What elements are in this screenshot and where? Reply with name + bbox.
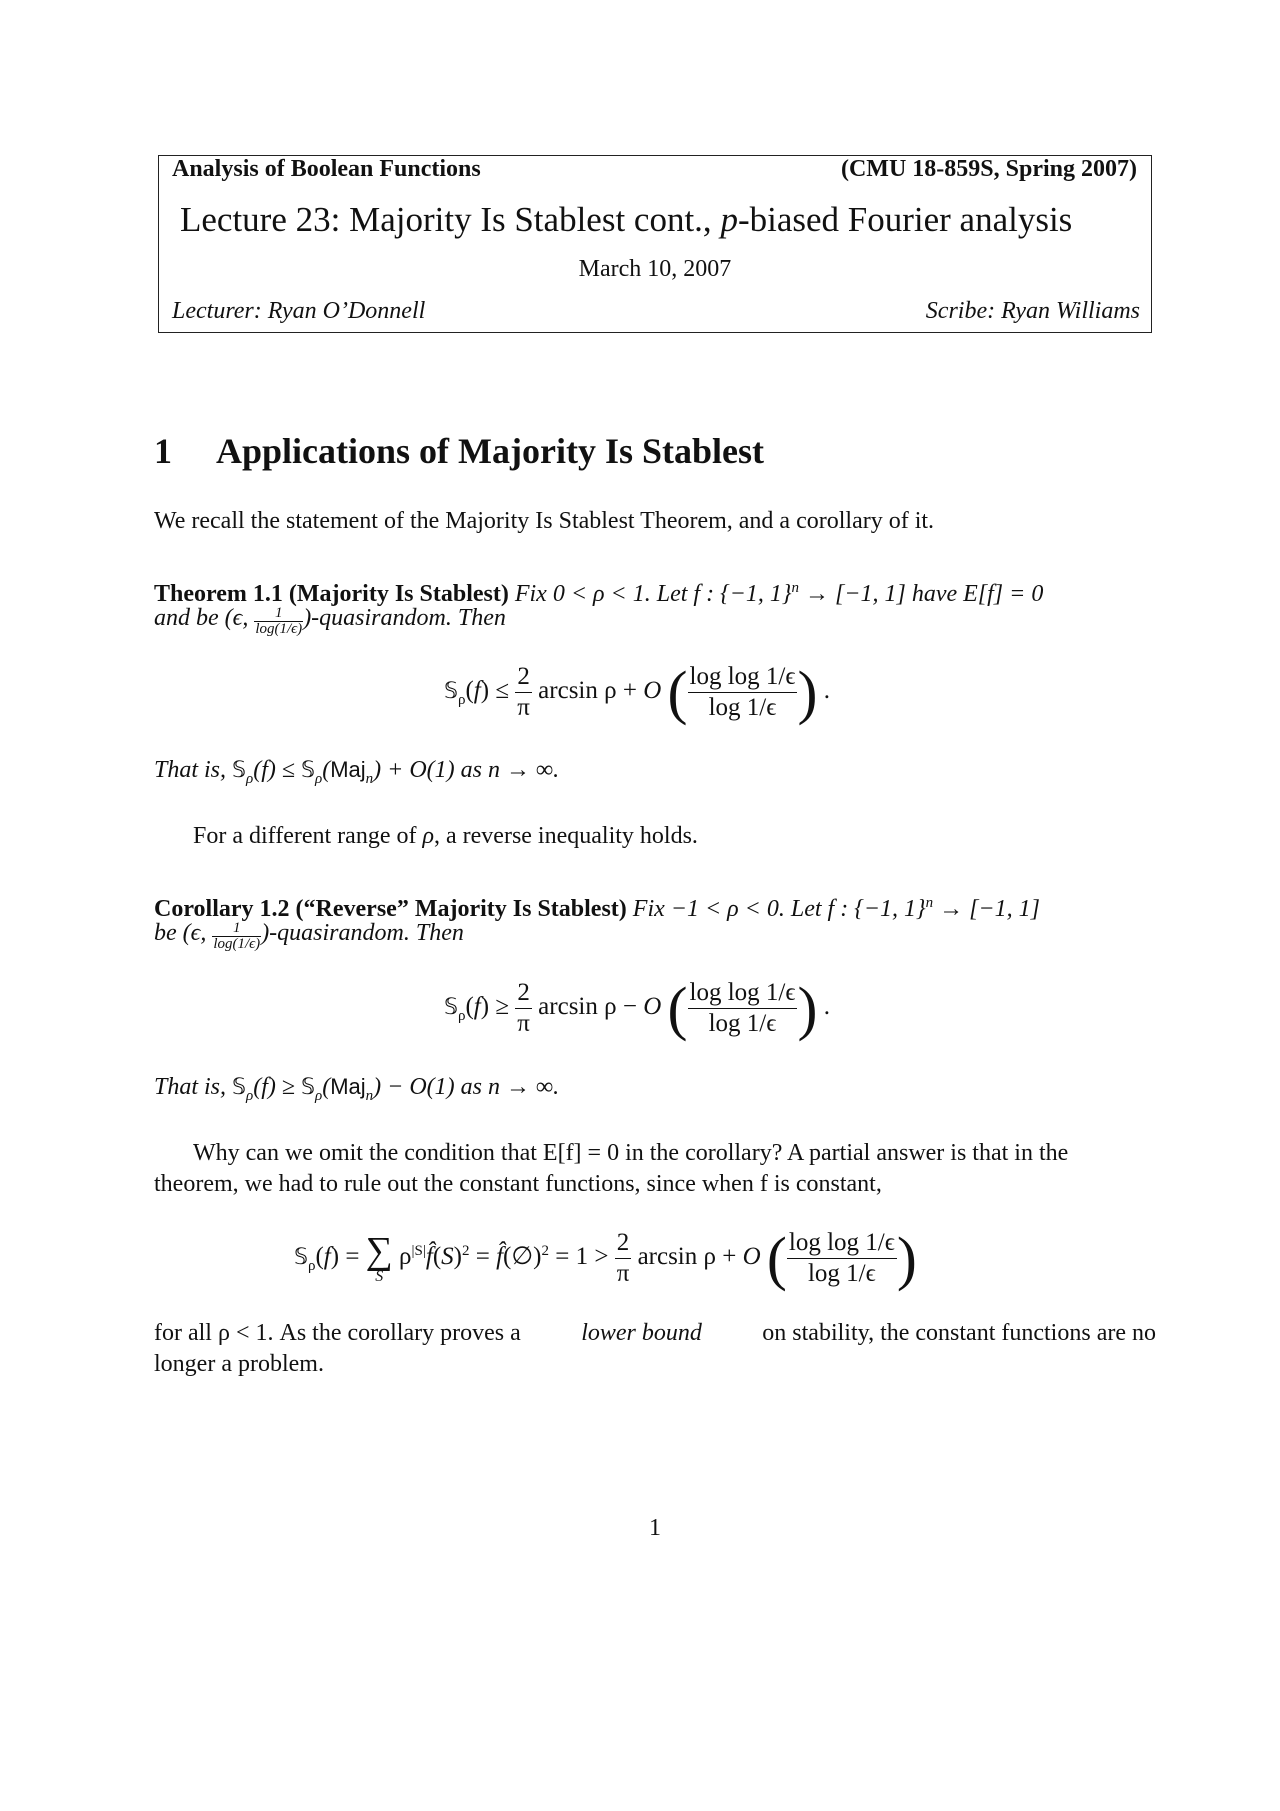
corollary-equation: 𝕊$_\rho$(f) ≥ $\frac{2}{\pi}$ arcsin ρ − O ( $\frac{\text{log log 1/ϵ}}{\log 1/\epsilon}$ ) . [444,975,830,1042]
discussion-emphasis: lower bound [581,1320,702,1346]
corollary-statement: Corollary 1.2 (“Reverse” Majority Is Stablest) Fix −1 < ρ < 0. Let f : {−1, 1}$^n$ → [−1, 1] [154,895,1040,922]
constant-function-equation: 𝕊$_\rho$(f) = ∑ S $\rho^{|S|}f̂(S)^2$ = f̂(∅)$^2$ = 1 > $\frac{2}{\pi}$ arcsin ρ + O ( $\frac{\text{log log 1/ϵ}}{\log 1/\epsilon}$ ) [294,1225,917,1292]
transition-paragraph: For a different range of ρ, a reverse inequality holds. [193,823,698,849]
lecture-date: March 10, 2007 [578,256,732,282]
corollary-statement-line2: be (ϵ, $\frac{1}{\log(1/\epsilon)}$ )-quasirandom. Then [154,920,464,952]
discussion-line-3a: for all ρ < 1. As the corollary proves a [154,1320,521,1346]
corollary-conclusion: That is, 𝕊$_\rho$(f) ≥ 𝕊$_\rho$(Maj$_n$) − O(1) as n → ∞. [154,1074,560,1104]
intro-paragraph: We recall the statement of the Majority Is Stablest Theorem, and a corollary of it. [154,508,935,534]
theorem-conclusion: That is, 𝕊$_\rho$(f) ≤ 𝕊$_\rho$(Maj$_n$) + O(1) as n → ∞. [154,757,560,787]
course-code: (CMU 18-859S, Spring 2007) [840,156,1137,182]
page-number: 1 [649,1515,661,1541]
discussion-line-3 [154,1318,1156,1349]
theorem-statement: Theorem 1.1 (Majority Is Stablest) Fix 0 < ρ < 1. Let f : {−1, 1}$^n$ → [−1, 1] have E[f] = 0 [154,580,1044,607]
section-heading [154,430,764,472]
section-title: Applications of Majority Is Stablest [216,431,765,471]
discussion-line-4: longer a problem. [154,1351,324,1377]
theorem-statement-line2: and be (ϵ, $\frac{1}{\log(1/\epsilon)}$ )-quasirandom. Then [154,605,506,637]
discussion-line-2: theorem, we had to rule out the constant functions, since when f is constant, [154,1171,882,1197]
theorem-equation: 𝕊$_\rho$(f) ≤ $\frac{2}{\pi}$ arcsin ρ + O ( $\frac{\text{log log 1/ϵ}}{\log 1/\epsilon}$ ) . [444,659,830,726]
corollary-label: Corollary 1.2 (“Reverse” Majority Is Stablest) [154,896,627,922]
discussion-line-3b: on stability, the constant functions are no [762,1320,1156,1346]
course-name: Analysis of Boolean Functions [172,156,481,182]
section-number: 1 [154,431,172,471]
discussion-line-1: Why can we omit the condition that E[f] = 0 in the corollary? A partial answer is that in the [193,1140,1069,1166]
theorem-label: Theorem 1.1 (Majority Is Stablest) [154,581,509,607]
scribe: Scribe: Ryan Williams [925,298,1140,324]
lecture-title: Lecture 23: Majority Is Stablest cont., p-biased Fourier analysis [180,200,1073,239]
lecturer: Lecturer: Ryan O’Donnell [172,298,426,324]
